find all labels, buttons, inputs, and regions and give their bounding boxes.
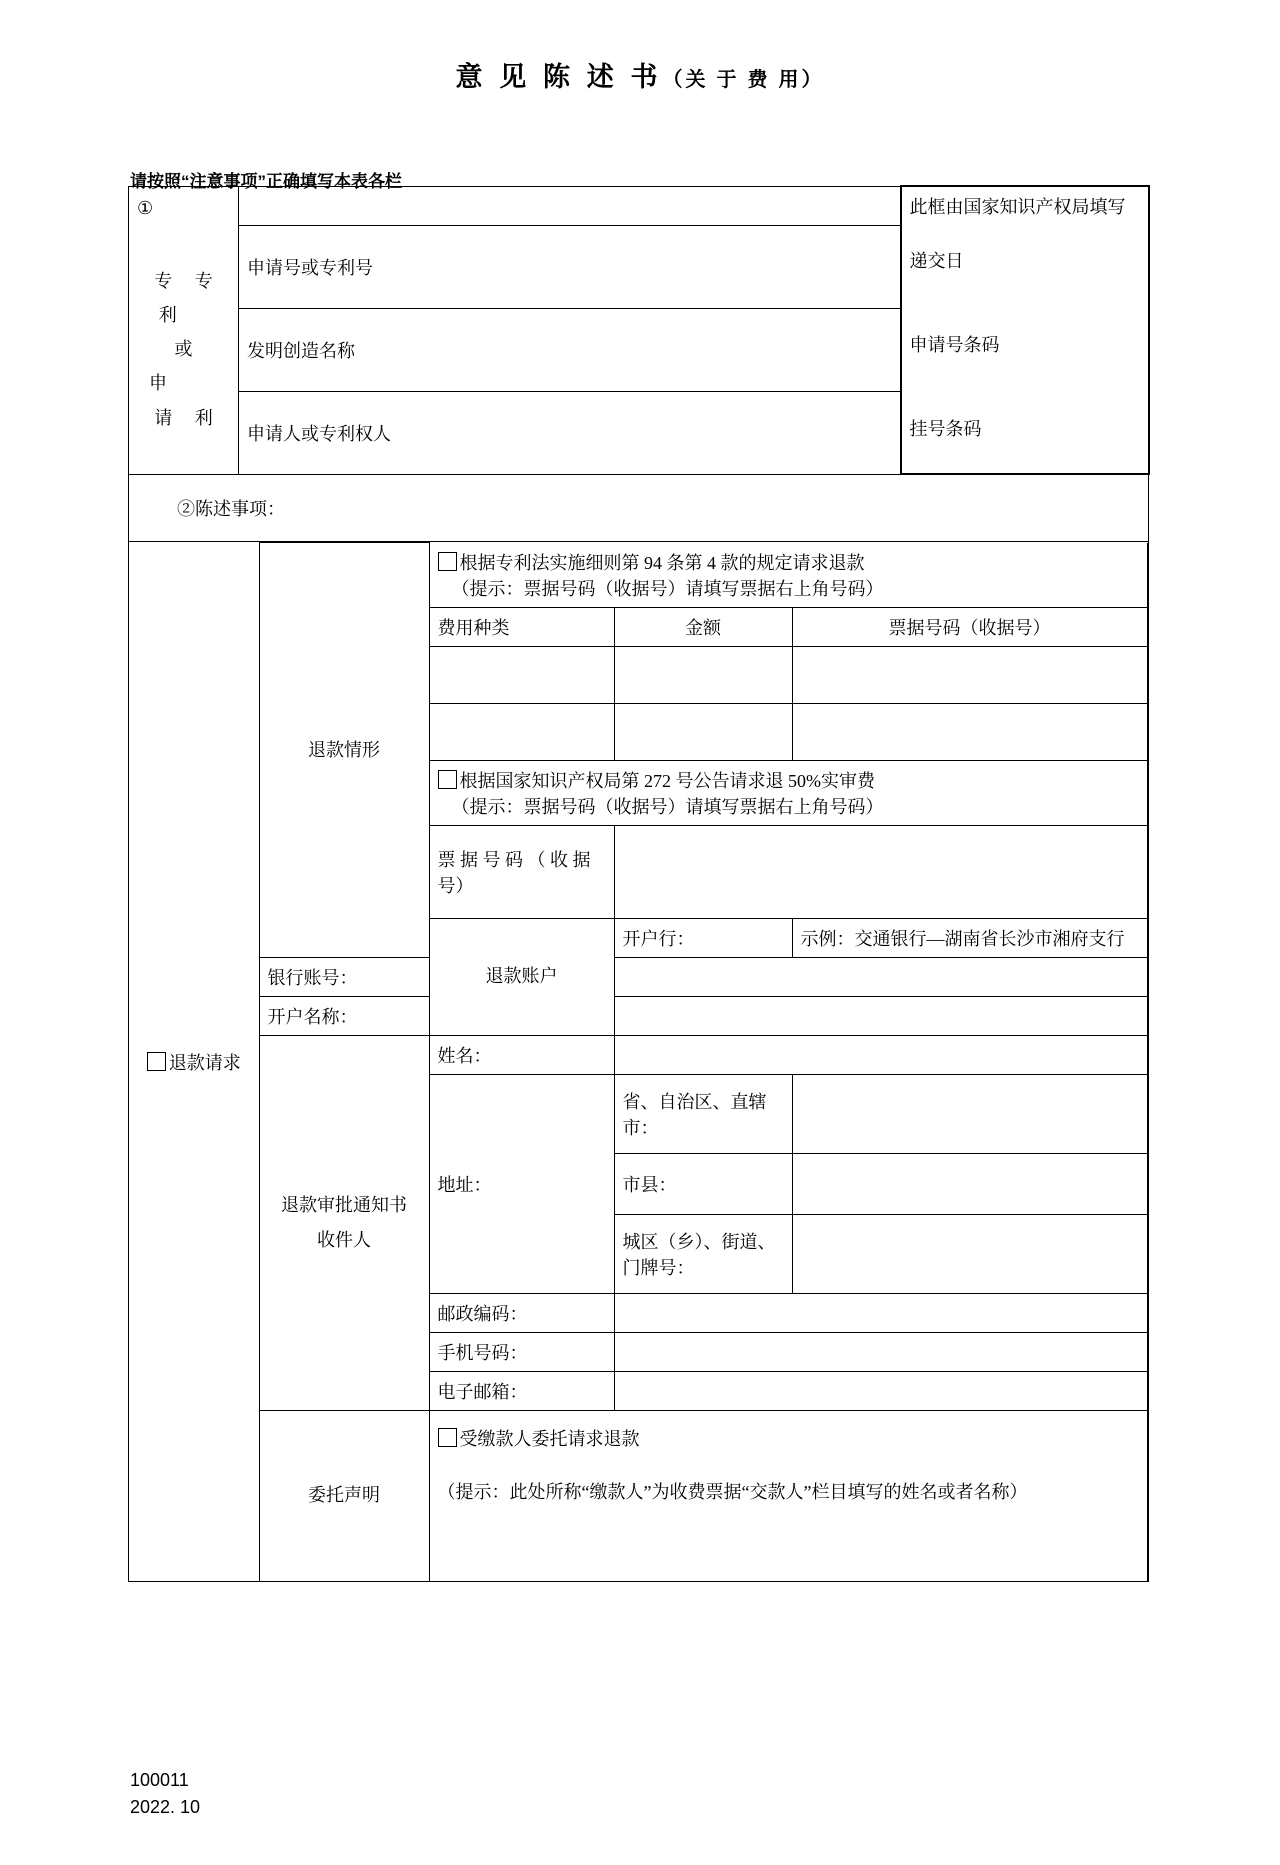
receipt-no-header: 票据号码（收据号） <box>792 607 1147 646</box>
applicant-label: 申请人或专利权人 <box>247 423 391 444</box>
footer <box>130 1767 200 1821</box>
recipient-name-value[interactable] <box>614 1035 1147 1074</box>
bank-name-value[interactable]: 示例：交通银行—湖南省长沙市湘府支行 <box>792 918 1148 957</box>
office-box-header: 此框由国家知识产权局填写 <box>909 197 1126 217</box>
form-table <box>128 185 1150 1582</box>
title-sub: （关 于 费 用） <box>662 69 825 91</box>
postcode-label: 邮政编码： <box>429 1293 614 1332</box>
section1-vertical-label: 专 专 利 或 申 请 利 <box>129 225 239 474</box>
recipient-label-line1: 退款审批通知书 <box>281 1195 407 1216</box>
mobile-value[interactable] <box>614 1332 1147 1371</box>
province-label: 省、自治区、直辖市： <box>614 1074 792 1153</box>
refund-table <box>129 542 1148 1581</box>
spacer-cell <box>239 186 901 225</box>
account-holder-row <box>129 996 1148 1035</box>
account-holder-value[interactable] <box>614 996 1147 1035</box>
amount-cell[interactable] <box>614 703 792 760</box>
office-field-app-barcode: 申请号条码 <box>909 335 1000 355</box>
refund-body-cell <box>129 542 1149 1582</box>
mobile-label: 手机号码： <box>429 1332 614 1371</box>
office-use-box <box>901 186 1149 474</box>
recipient-name-label: 姓名： <box>429 1035 614 1074</box>
office-field-reg-barcode: 挂号条码 <box>909 419 982 439</box>
receipt-no-cell[interactable] <box>792 703 1147 760</box>
footer-date: 2022. 10 <box>130 1797 201 1817</box>
fill-notice: 请按照“注意事项”正确填写本表各栏 <box>130 172 402 191</box>
refund-option1-cell[interactable] <box>429 543 1147 608</box>
street-label: 城区（乡）、街道、门牌号： <box>614 1214 792 1293</box>
account-holder-label: 开户名称： <box>259 996 429 1035</box>
province-value[interactable] <box>792 1074 1147 1153</box>
recipient-label-line2: 收件人 <box>317 1229 371 1250</box>
refund-option2-cell[interactable] <box>429 760 1147 825</box>
entrust-option-label: 受缴款人委托请求退款 <box>459 1428 640 1449</box>
city-value[interactable] <box>792 1153 1147 1214</box>
receipt-no-cell[interactable] <box>792 646 1147 703</box>
invention-name-label: 发明创造名称 <box>247 340 355 361</box>
option2-hint: （提示：票据号码（收据号）请填写票据右上角号码） <box>451 796 884 817</box>
option1-hint: （提示：票据号码（收据号）请填写票据右上角号码） <box>451 578 884 599</box>
recipient-label <box>259 1035 429 1410</box>
option1-checkbox[interactable] <box>438 552 457 571</box>
city-label: 市县： <box>614 1153 792 1214</box>
refund-situation-label: 退款情形 <box>259 543 429 958</box>
entrust-checkbox[interactable] <box>438 1428 457 1447</box>
email-value[interactable] <box>614 1371 1147 1410</box>
option2-checkbox[interactable] <box>438 770 457 789</box>
fee-type-cell[interactable] <box>429 646 614 703</box>
refund-request-label: 退款请求 <box>168 1052 241 1073</box>
refund-option1-row <box>129 543 1148 608</box>
bank-account-label: 银行账号： <box>259 957 429 996</box>
street-value[interactable] <box>792 1214 1147 1293</box>
office-field-submit-date: 递交日 <box>909 251 964 271</box>
receipt-number-value[interactable] <box>614 825 1147 918</box>
fee-type-header: 费用种类 <box>429 607 614 646</box>
section1-marker: ① <box>129 186 239 225</box>
amount-cell[interactable] <box>614 646 792 703</box>
entrust-content[interactable] <box>429 1410 1147 1581</box>
statement-section-row <box>129 474 1149 542</box>
entrust-hint: （提示：此处所称“缴款人”为收费票据“交款人”栏目填写的姓名或者名称） <box>437 1481 1028 1502</box>
form-header-row <box>129 186 1149 225</box>
title-main: 意 见 陈 述 书 <box>455 62 663 92</box>
email-label: 电子邮箱： <box>429 1371 614 1410</box>
bank-name-label: 开户行： <box>614 918 792 957</box>
app-number-field[interactable] <box>239 225 901 308</box>
page-title <box>0 55 1280 94</box>
amount-header: 金额 <box>614 607 792 646</box>
recipient-address-label: 地址： <box>429 1074 614 1293</box>
account-number-row <box>129 957 1148 996</box>
postcode-value[interactable] <box>614 1293 1147 1332</box>
refund-request-label-cell[interactable] <box>129 543 259 1581</box>
statement-label: ②陈述事项： <box>129 474 1149 542</box>
option1-label: 根据专利法实施细则第 94 条第 4 款的规定请求退款 <box>459 552 865 573</box>
receipt-number-label: 票 据 号 码 （ 收 据 号） <box>429 825 614 918</box>
fee-type-cell[interactable] <box>429 703 614 760</box>
app-number-label: 申请号或专利号 <box>247 257 373 278</box>
recipient-name-row <box>129 1035 1148 1074</box>
entrust-row <box>129 1410 1148 1581</box>
bank-account-value[interactable] <box>614 957 1147 996</box>
refund-account-label: 退款账户 <box>429 918 614 1035</box>
footer-code: 100011 <box>130 1770 189 1790</box>
applicant-field[interactable] <box>239 391 901 474</box>
refund-body-row <box>129 542 1149 1582</box>
document-page <box>0 55 1280 1865</box>
refund-request-checkbox[interactable] <box>147 1052 166 1071</box>
invention-name-field[interactable] <box>239 308 901 391</box>
option2-label: 根据国家知识产权局第 272 号公告请求退 50%实审费 <box>459 770 875 791</box>
entrust-label: 委托声明 <box>259 1410 429 1581</box>
